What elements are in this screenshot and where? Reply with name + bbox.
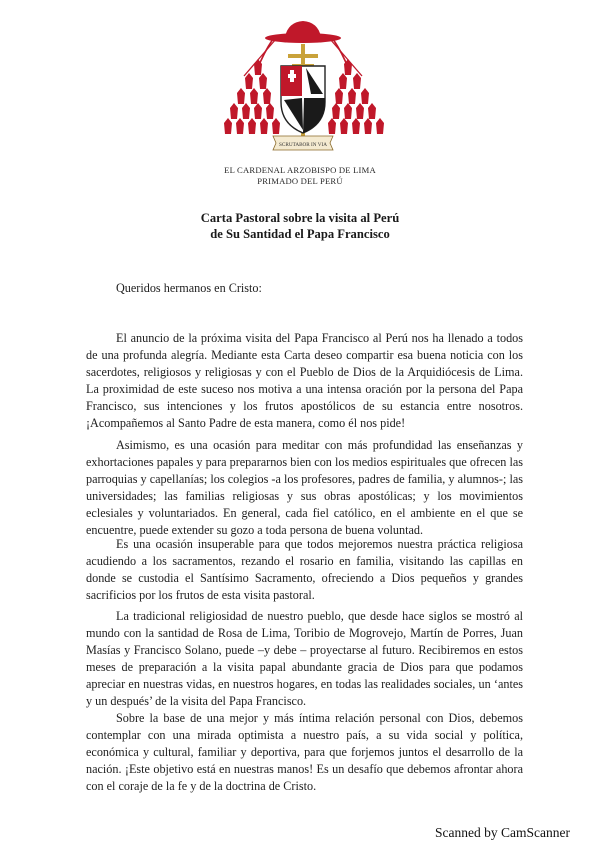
motto-text: SCRUTABOR IN VIA [279, 142, 327, 148]
document-title-line-1: Carta Pastoral sobre la visita al Perú [200, 211, 400, 225]
salutation: Queridos hermanos en Cristo: [116, 281, 262, 295]
paragraph-5: Sobre la base de una mejor y más íntima relación personal con Dios, debemos contemplar con una mirada optimista a nuestro país, a su vida social y política, económica y cultural, familiar y deportiva, para que forjemos juntos el desarrollo de la nación. ¡Este objetivo está en nuestras manos! Es un desafío que debemos afrontar ahora con el coraje de la fe y de la doctrina de Cristo. [86, 711, 523, 794]
document-title-line-2: de Su Santidad el Papa Francisco [210, 227, 390, 241]
galero-hat-icon [265, 21, 341, 43]
left-tassels-icon [224, 59, 280, 134]
right-tassels-icon [328, 59, 384, 134]
paragraph-2: Asimismo, es una ocasión para meditar con más profundidad las enseñanzas y exhortaciones papales y para prepararnos bien con los medios espirituales que ofrecen las parroquias y capellanías; los colegios -a los profesores, padres de familia, y alumnos-; las universidades; las familias religiosas y sus obras apostólicas; y los movimientos eclesiales y voluntariados. En general, cada fiel católico, en el ambiente en el que se encuentre, puede extender su gozo a toda persona de buena voluntad. [86, 438, 523, 538]
coat-of-arms [218, 16, 388, 166]
paragraph-4: La tradicional religiosidad de nuestro pueblo, que desde hace siglos se mostró al mundo con la santidad de Rosa de Lima, Toribio de Mogrovejo, Martín de Porres, Juan Masías y Francisco Solano, puede –y debe – proyectarse al futuro. Recibiremos en estos meses de preparación a la visita papal abundante gracia de Dios para que podamos apreciar en nuestras vidas, en nuestros hogares, en todas las realidades sociales, un ‘antes y un después’ de la visita del Papa Francisco. [86, 609, 523, 709]
cardinal-title: EL CARDENAL ARZOBISPO DE LIMA [224, 165, 376, 175]
paragraph-1: El anuncio de la próxima visita del Papa Francisco al Perú nos ha llenado a todos de una profunda alegría. Mediante esta Carta deseo compartir esa buena noticia con los sacerdotes, religiosos y religiosas y con el Pueblo de Dios de la Arquidiócesis de Lima. La proximidad de este suceso nos motiva a una intensa oración por la persona del Papa Francisco, sus intenciones y los frutos apostólicos de su estancia entre nosotros. ¡Acompañemos al Santo Padre de esta manera, como él nos pide! [86, 331, 523, 431]
scanner-watermark: Scanned by CamScanner [435, 825, 570, 840]
paragraph-3: Es una ocasión insuperable para que todos mejoremos nuestra práctica religiosa acudiendo a los sacramentos, rezando el rosario en familia, visitando las capillas en donde se custodia el Santísimo Sacramento, ofreciendo a Dios pequeños y grandes sacrificios por los frutos de esta visita pastoral. [86, 537, 523, 603]
motto-ribbon-icon [273, 136, 333, 150]
shield-icon [281, 66, 325, 133]
primate-title: PRIMADO DEL PERÚ [257, 176, 343, 186]
